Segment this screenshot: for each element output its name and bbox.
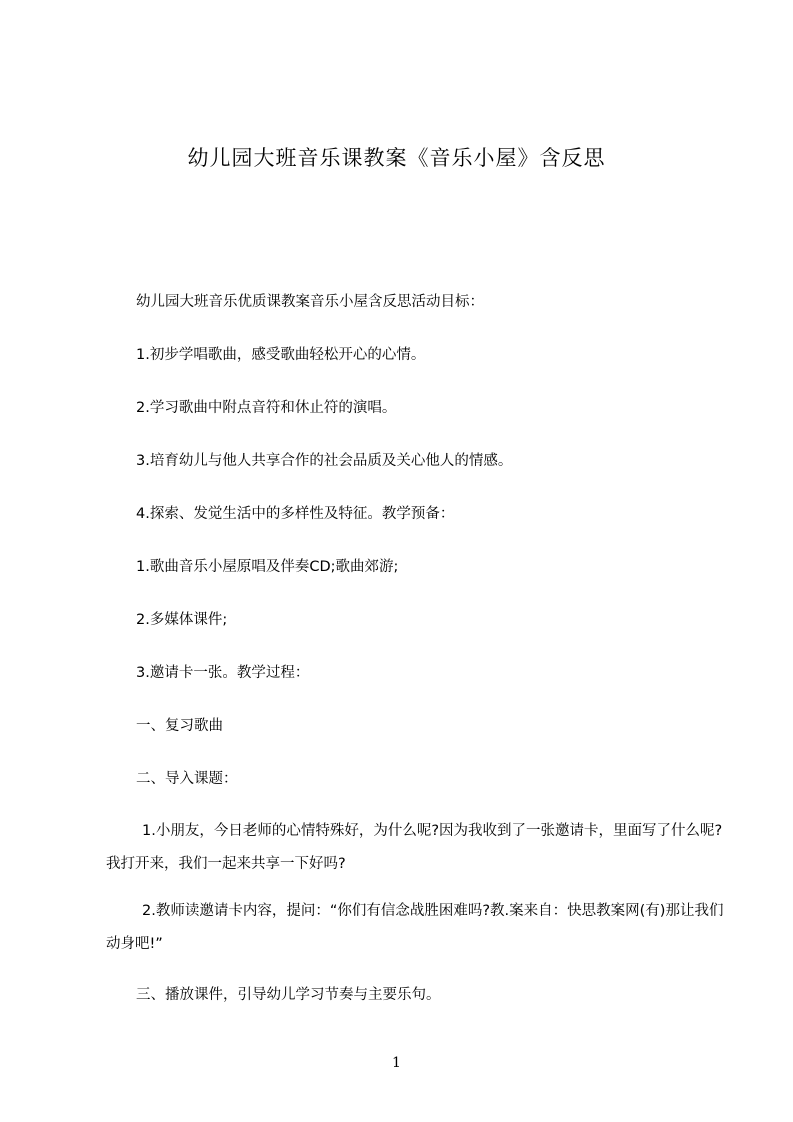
section-heading-text: 三、播放课件，引导幼儿学习节奏与主要乐句。: [136, 987, 441, 1003]
paragraph: [106, 345, 726, 365]
paragraph-text: 1.小朋友，今日老师的心情特殊好，为什么呢?因为我收到了一张邀请卡，里面写了什么呢?我打开来，我们一起来共享一下好吗?: [106, 823, 723, 872]
section-heading-text: 一、复习歌曲: [136, 718, 223, 734]
paragraph: [106, 504, 726, 524]
paragraph: [106, 398, 726, 418]
paragraph-text: 2.多媒体课件;: [136, 612, 228, 628]
document-title: 幼儿园大班音乐课教案《音乐小屋》含反思: [187, 146, 606, 170]
paragraph-text: 2.教师读邀请卡内容，提问：“你们有信念战胜困难吗?教.案来自：快思教案网(有)那让我们动身吧!”: [106, 903, 724, 952]
paragraph-text: 幼儿园大班音乐优质课教案音乐小屋含反思活动目标：: [136, 294, 484, 310]
paragraph: [106, 557, 726, 577]
page-number: 1: [392, 1055, 401, 1071]
section-heading: [106, 985, 726, 1005]
paragraph-text: 1.初步学唱歌曲，感受歌曲轻松开心的心情。: [136, 347, 426, 363]
paragraph: [106, 815, 726, 881]
paragraph: [106, 451, 726, 471]
section-heading: [106, 716, 726, 736]
paragraph-text: 1.歌曲音乐小屋原唱及伴奏CD;歌曲郊游;: [136, 559, 399, 575]
paragraph: [106, 663, 726, 683]
paragraph-text: 4.探索、发觉生活中的多样性及特征。教学预备：: [136, 506, 455, 522]
section-heading: [106, 769, 726, 789]
paragraph-text: 3.邀请卡一张。教学过程：: [136, 665, 310, 681]
paragraph: [106, 895, 726, 961]
paragraph: [106, 610, 726, 630]
paragraph-text: 3.培育幼儿与他人共享合作的社会品质及关心他人的情感。: [136, 453, 513, 469]
section-heading-text: 二、导入课题：: [136, 771, 238, 787]
paragraph-text: 2.学习歌曲中附点音符和休止符的演唱。: [136, 400, 397, 416]
paragraph: [106, 292, 726, 312]
